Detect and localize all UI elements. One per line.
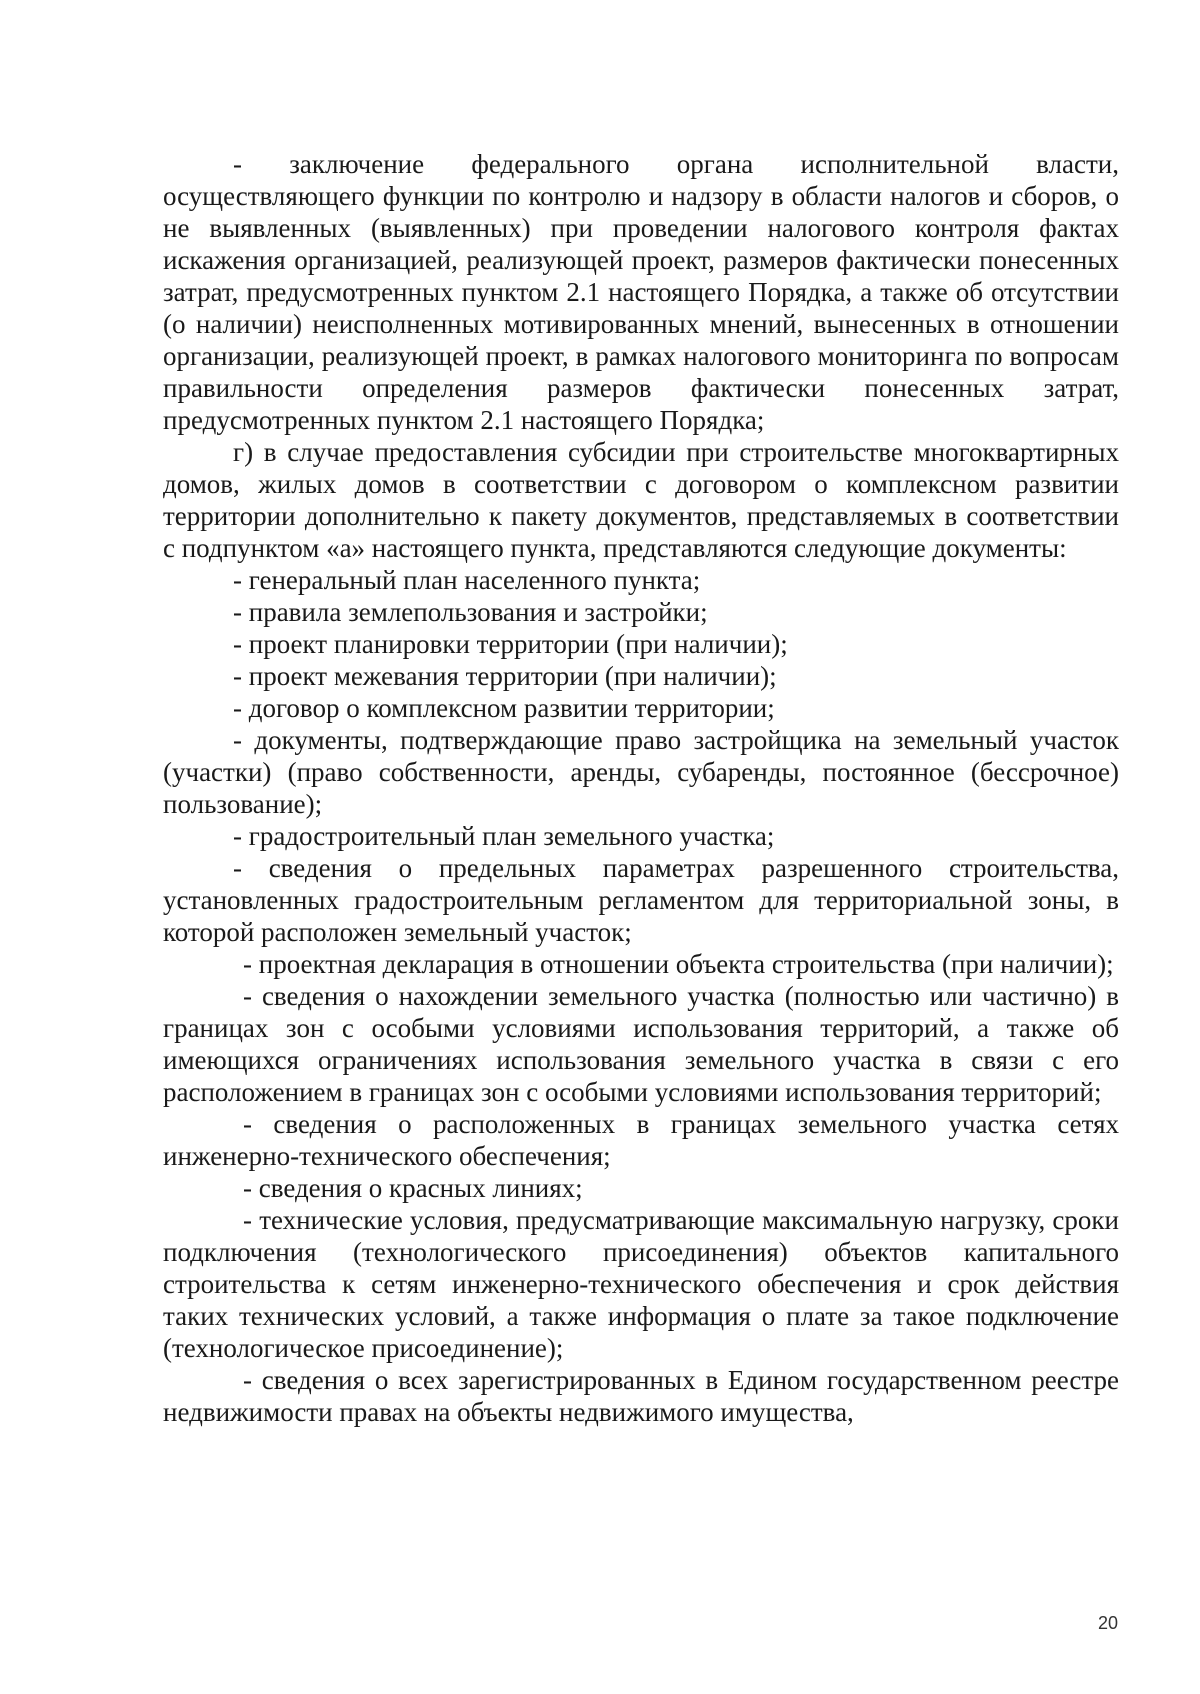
list-item-general-plan: - генеральный план населенного пункта; xyxy=(233,565,701,595)
list-item-urban-plan: - градостроительный план земельного участка; xyxy=(233,821,775,851)
list-item-land-rights-documents: - документы, подтверждающие право застройщика на земельный участок (участки) (право собственности, аренды, субаренды, постоянное (бессрочное) пользование); xyxy=(163,725,1119,819)
list-item-engineering-networks: - сведения о расположенных в границах земельного участка сетях инженерно-технического обеспечения; xyxy=(163,1109,1119,1171)
list-item-technical-conditions: - технические условия, предусматривающие максимальную нагрузку, сроки подключения (технологического присоединения) объектов капитального строительства к сетям инженерно-технического обеспечения и срок действия таких технических условий, а также информация о плате за такое подключение (технологическое присоединение); xyxy=(163,1205,1119,1363)
list-item-construction-parameters: - сведения о предельных параметрах разрешенного строительства, установленных градостроительным регламентом для территориальной зоны, в которой расположен земельный участок; xyxy=(163,853,1119,947)
paragraph-tax-authority-conclusion: - заключение федерального органа исполнительной власти, осуществляющего функции по контролю и надзору в области налогов и сборов, о не выявленных (выявленных) при проведении налогового контроля фактах искажения организацией, реализующей проект, размеров фактически понесенных затрат, предусмотренных пунктом 2.1 настоящего Порядка, а также об отсутствии (о наличии) неисполненных мотивированных мнений, вынесенных в отношении организации, реализующей проект, в рамках налогового мониторинга по вопросам правильности определения размеров фактически понесенных затрат, предусмотренных пунктом 2.1 настоящего Порядка; xyxy=(163,149,1119,435)
document-body xyxy=(163,148,1119,1428)
list-item-development-agreement: - договор о комплексном развитии территории; xyxy=(233,693,775,723)
list-item-land-use-rules: - правила землепользования и застройки; xyxy=(233,597,708,627)
list-item-project-declaration: - проектная декларация в отношении объекта строительства (при наличии); xyxy=(243,949,1114,979)
paragraph-subsidy-documents-intro: г) в случае предоставления субсидии при строительстве многоквартирных домов, жилых домов в соответствии с договором о комплексном развитии территории дополнительно к пакету документов, представляемых в соответствии с подпунктом «а» настоящего пункта, представляются следующие документы: xyxy=(163,437,1119,563)
list-item-registered-rights: - сведения о всех зарегистрированных в Едином государственном реестре недвижимости правах на объекты недвижимого имущества, xyxy=(163,1365,1119,1427)
list-item-red-lines: - сведения о красных линиях; xyxy=(243,1173,583,1203)
page-number: 20 xyxy=(1098,1613,1119,1633)
list-item-planning-project: - проект планировки территории (при наличии); xyxy=(233,629,788,659)
list-item-surveying-project: - проект межевания территории (при наличии); xyxy=(233,661,777,691)
list-item-special-zones: - сведения о нахождении земельного участка (полностью или частично) в границах зон с особыми условиями использования территорий, а также об имеющихся ограничениях использования земельного участка в связи с его расположением в границах зон с особыми условиями использования территорий; xyxy=(163,981,1119,1107)
